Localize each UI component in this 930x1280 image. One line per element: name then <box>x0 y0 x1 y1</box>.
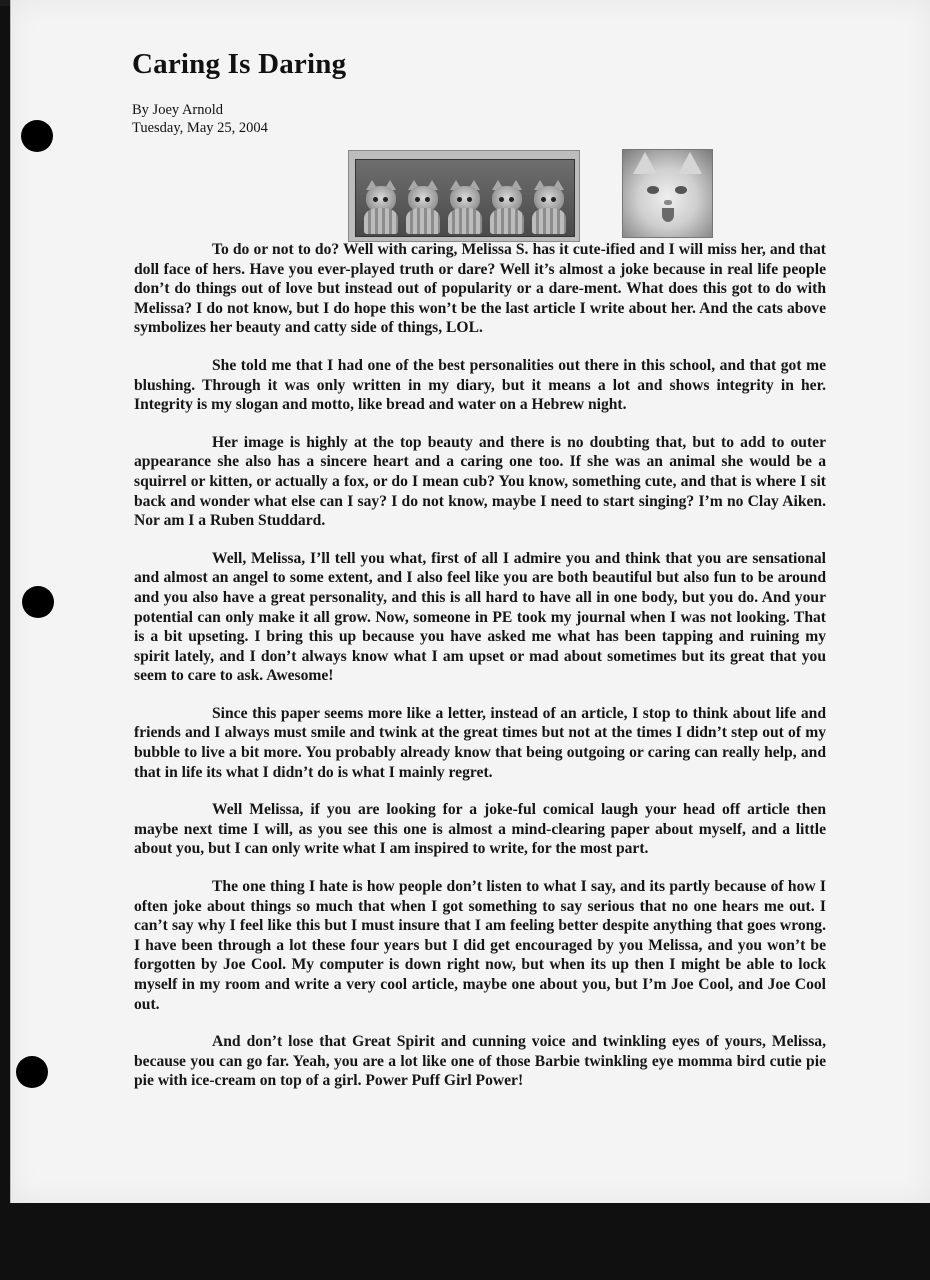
byline <box>132 101 268 137</box>
kittens-row-photo <box>348 150 580 242</box>
author-line: By Joey Arnold <box>132 102 224 118</box>
article-paragraph: Well, Melissa, I’ll tell you what, first of all I admire you and think that you are sensational and almost an angel to some extent, and I also feel like you are both beautiful but also fun to be around and you also have a great personality, and this is all hard to have all in one body, but you do. And your potential can only make it all grow. Now, someone in PE took my journal when I was not looking. That is a bit upseting. I bring this up because you have asked me what has been tapping and ruining my spirit lately, and I don’t always know what I am upset or mad about sometimes but its great that you seem to care to ask. Awesome! <box>134 549 826 685</box>
kittens-photo-frame <box>355 159 575 237</box>
article-title: Caring Is Daring <box>132 48 347 80</box>
article-paragraph: The one thing I hate is how people don’t listen to what I say, and its partly because of how I often joke about things so much that when I got something to say serious that no one hears me out. I can’t say why I feel like this but I must insure that I am feeling better despite anything that goes wrong. I have been through a lot these four years but I did get encouraged by you Melissa, and you won’t be forgotten by Joe Cool. My computer is down right now, but when its up then I might be able to lock myself in my room and write a very cool article, maybe one about you, but I’m Joe Cool, and Joe Cool out. <box>134 878 826 1013</box>
kitten-figure <box>488 180 526 234</box>
punch-hole <box>16 1056 48 1088</box>
article-paragraph: Since this paper seems more like a letter, instead of an article, I stop to think about life and friends and I always must smile and twink at the great times but not at the times I didn’t step out of my bubble to live a bit more. You probably already know that being outgoing or caring can really help, and that in life its what I didn’t do is what I mainly regret. <box>134 704 826 781</box>
date-line: Tuesday, May 25, 2004 <box>132 120 268 136</box>
article-paragraph: To do or not to do? Well with caring, Melissa S. has it cute-ified and I will miss her, and that doll face of hers. Have you ever-played truth or dare? Well it’s almost a joke because in real life people don’t do things out of love but instead out of popularity or a dare-ment. What does this got to do with Melissa? I do not know, but I do hope this won’t be the last article I write about her. And the cats above symbolizes her beauty and catty side of things, LOL. <box>134 241 826 337</box>
article-paragraph: Well Melissa, if you are looking for a joke-ful comical laugh your head off article then maybe next time I will, as you see this one is almost a mind-clearing paper about myself, and a little about you, but I can only write what I am inspired to write, for the most part. <box>134 801 826 858</box>
article-body <box>134 240 826 1109</box>
kitten-figure <box>362 180 400 234</box>
punch-hole <box>22 586 54 618</box>
kitten-figure <box>530 180 568 234</box>
article-paragraph: Her image is highly at the top beauty and there is no doubting that, but to add to outer appearance she also has a sincere heart and a caring one too. If she was an animal she would be a squirrel or kitten, or actually a fox, or do I mean cub? You know, something cute, and that is where I sit back and wonder what else can I say? I do not know, maybe I need to start singing? I’m no Clay Aiken. Nor am I a Ruben Studdard. <box>134 433 826 530</box>
article-paragraph: She told me that I had one of the best personalities out there in this school, and that got me blushing. Through it was only written in my diary, but it means a lot and shows integrity in her. Integrity is my slogan and motto, like bread and water on a Hebrew night. <box>134 356 826 414</box>
kitten-figure <box>404 180 442 234</box>
cat-tongue-photo <box>622 149 713 238</box>
article-paragraph: And don’t lose that Great Spirit and cunning voice and twinkling eyes of yours, Melissa, because you can go far. Yeah, you are a lot like one of those Barbie twinkling eye momma bird cutie pie pie with ice-cream on top of a girl. Power Puff Girl Power! <box>134 1033 826 1090</box>
punch-hole <box>21 120 53 152</box>
kitten-figure <box>446 180 484 234</box>
